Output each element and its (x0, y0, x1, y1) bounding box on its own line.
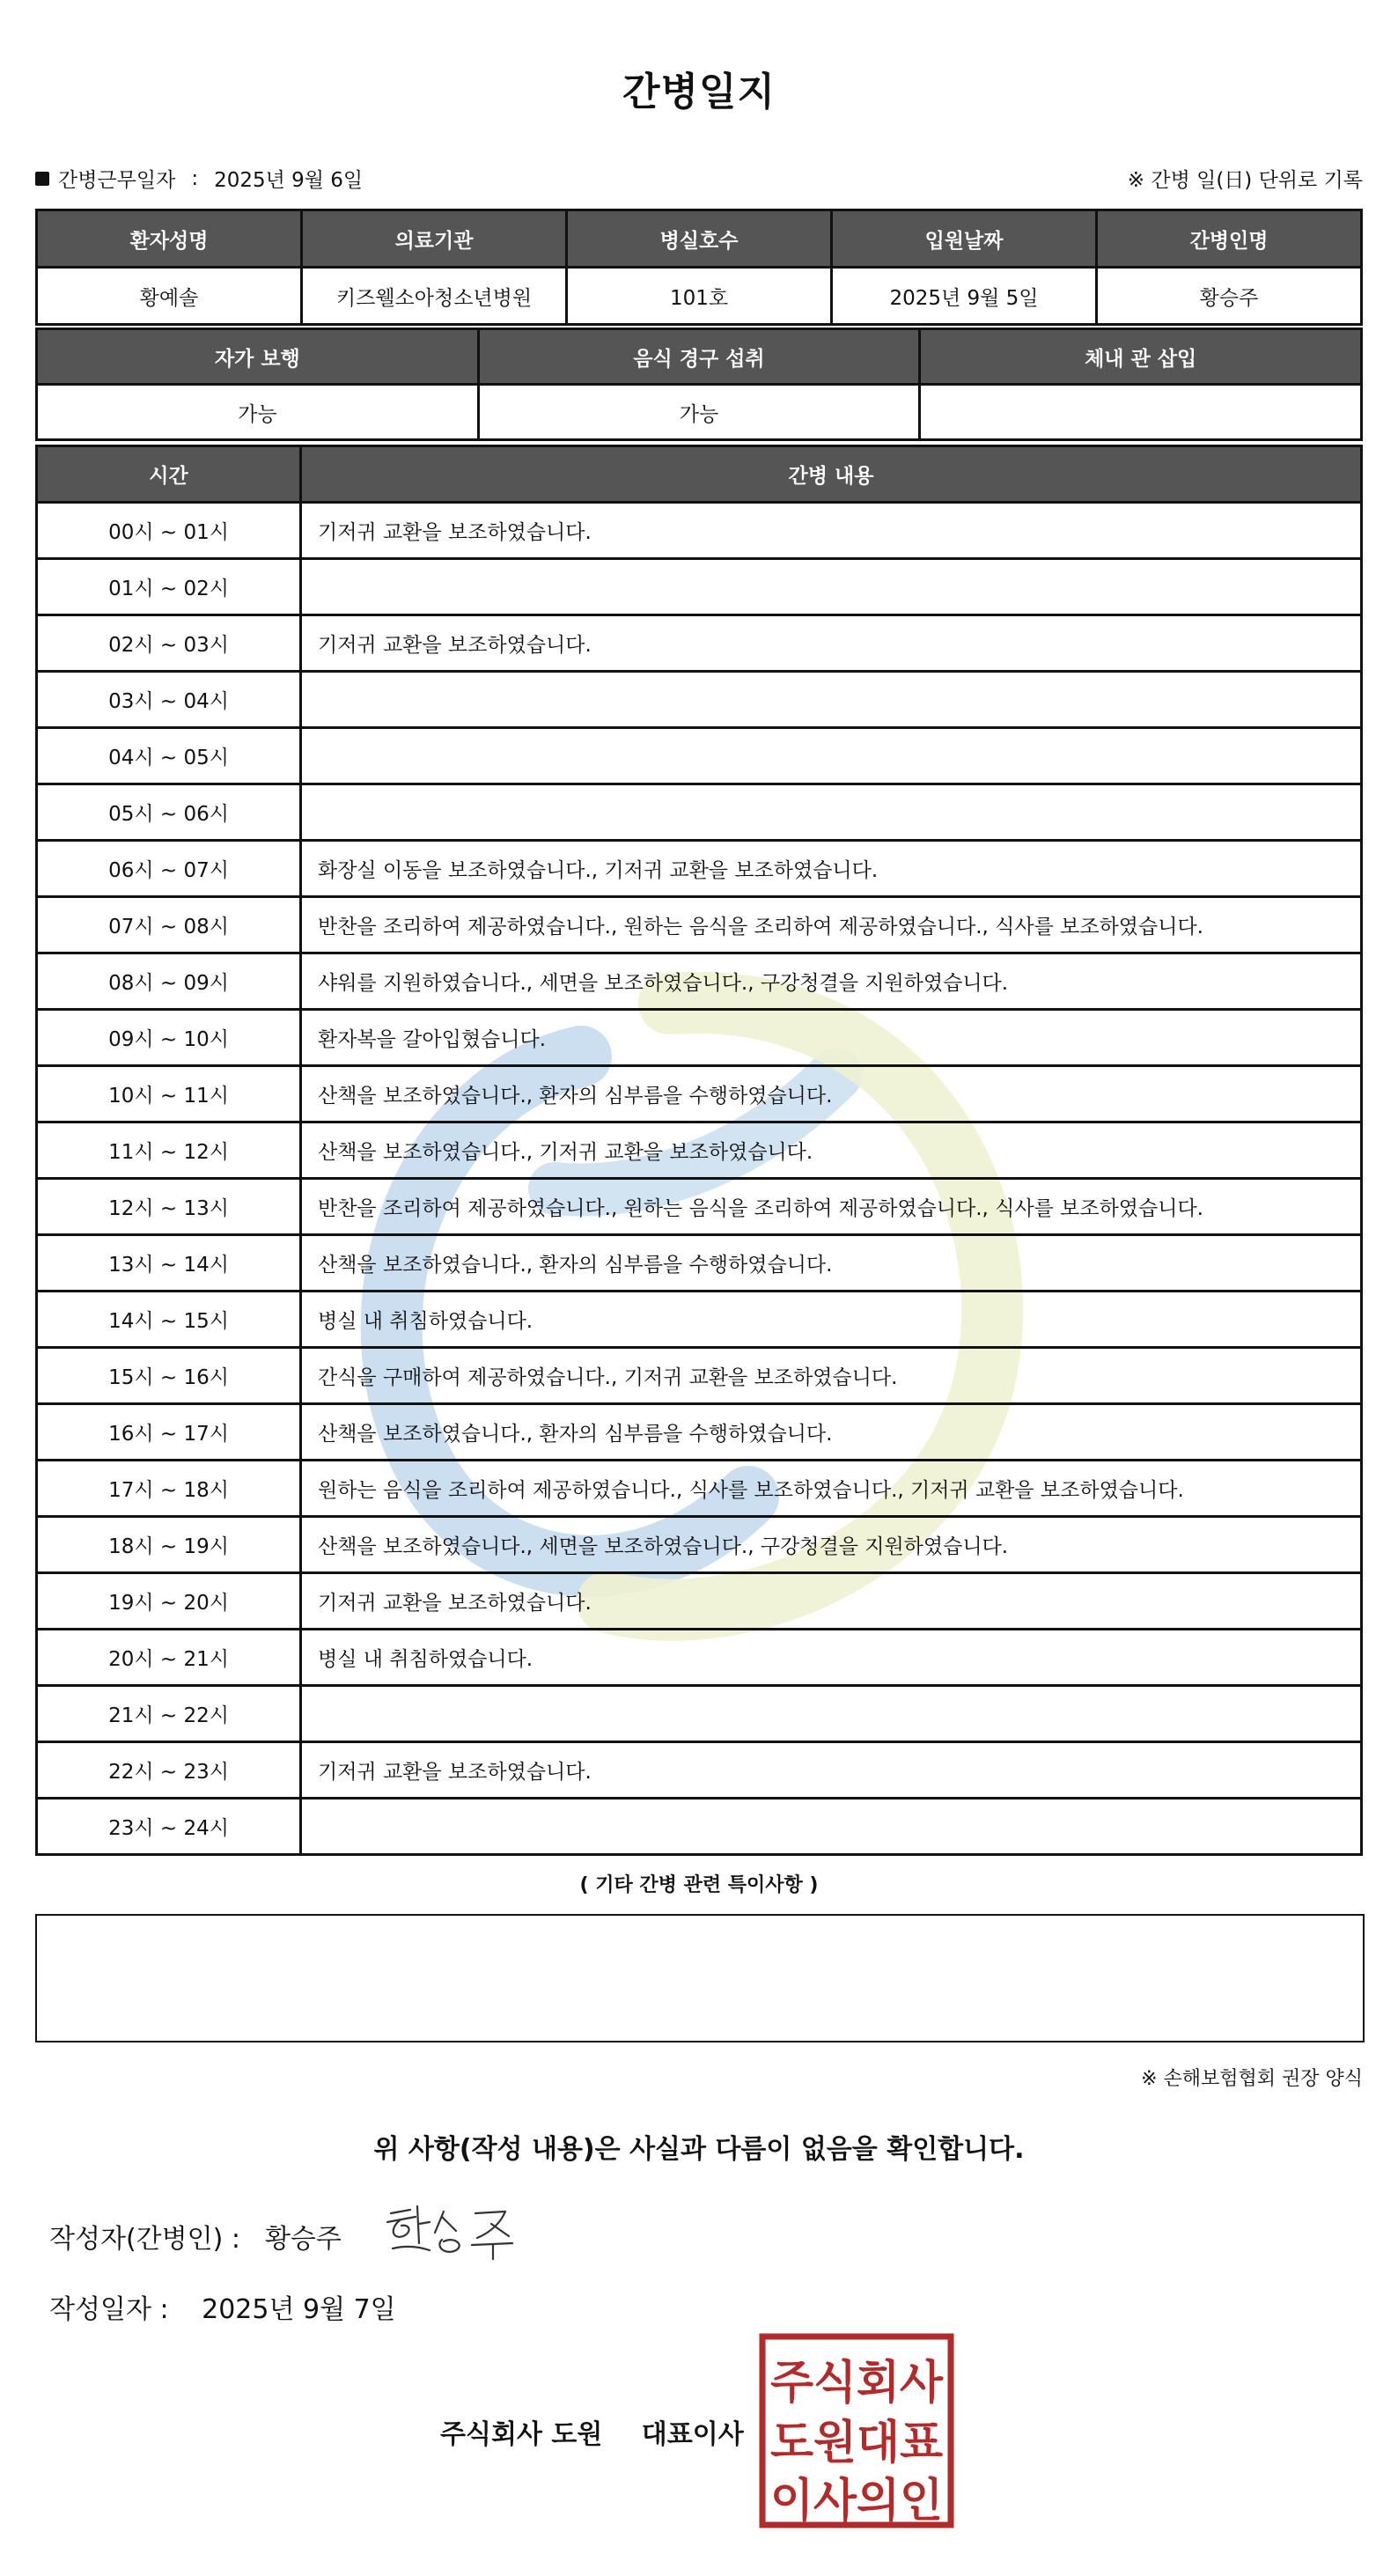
ability-header-walking: 자가 보행 (37, 329, 479, 385)
log-row (37, 1630, 1362, 1686)
log-row (37, 1742, 1362, 1799)
log-time: 20시 ~ 21시 (37, 1630, 301, 1686)
log-row (37, 1010, 1362, 1066)
log-content: 반찬을 조리하여 제공하였습니다., 원하는 음식을 조리하여 제공하였습니다., 식사를 보조하였습니다. (301, 897, 1362, 953)
confirmation-statement: 위 사항(작성 내용)은 사실과 다름이 없음을 확인합니다. (373, 2134, 1025, 2165)
log-row (37, 1686, 1362, 1742)
form-footnote: ※ 손해보험협회 권장 양식 (1141, 2068, 1363, 2090)
log-row (37, 672, 1362, 728)
writer-line (49, 2217, 342, 2256)
log-content: 병실 내 취침하였습니다. (301, 1292, 1362, 1348)
log-time: 01시 ~ 02시 (37, 559, 301, 615)
log-row (37, 841, 1362, 897)
info-header-hospital: 의료기관 (302, 210, 567, 268)
log-row (37, 1066, 1362, 1122)
log-time: 09시 ~ 10시 (37, 1010, 301, 1066)
info-header-admission-date: 입원날짜 (832, 210, 1097, 268)
log-content: 반찬을 조리하여 제공하였습니다., 원하는 음식을 조리하여 제공하였습니다., 식사를 보조하였습니다. (301, 1179, 1362, 1235)
log-time: 15시 ~ 16시 (37, 1348, 301, 1404)
log-row (37, 559, 1362, 615)
ability-header-tube: 체내 관 삽입 (920, 329, 1362, 385)
log-content: 산책을 보조하였습니다., 환자의 심부름을 수행하였습니다. (301, 1404, 1362, 1461)
log-row (37, 784, 1362, 841)
log-row (37, 1573, 1362, 1630)
ability-value-row (37, 385, 1362, 440)
patient-info-table (35, 209, 1363, 326)
company-line (440, 2412, 744, 2451)
log-content: 산책을 보조하였습니다., 세면을 보조하였습니다., 구강청결을 지원하였습니다. (301, 1517, 1362, 1573)
log-content (301, 559, 1362, 615)
log-time: 21시 ~ 22시 (37, 1686, 301, 1742)
info-header-patient-name: 환자성명 (37, 210, 302, 268)
log-row (37, 615, 1362, 672)
log-time: 14시 ~ 15시 (37, 1292, 301, 1348)
log-content (301, 784, 1362, 841)
info-value-row (37, 268, 1362, 325)
svg-text:주식회사: 주식회사 (770, 2357, 944, 2410)
handwritten-signature (380, 2194, 548, 2264)
log-content: 화장실 이동을 보조하였습니다., 기저귀 교환을 보조하였습니다. (301, 841, 1362, 897)
log-time: 18시 ~ 19시 (37, 1517, 301, 1573)
log-content: 기저귀 교환을 보조하였습니다. (301, 503, 1362, 559)
writer-label: 작성자(간병인) : (49, 2224, 240, 2255)
log-content: 환자복을 갈아입혔습니다. (301, 1010, 1362, 1066)
log-row (37, 1235, 1362, 1292)
log-content: 기저귀 교환을 보조하였습니다. (301, 1742, 1362, 1799)
log-row (37, 1404, 1362, 1461)
svg-text:도원대표: 도원대표 (770, 2417, 943, 2469)
info-header-room: 병실호수 (567, 210, 832, 268)
log-content: 산책을 보조하였습니다., 환자의 심부름을 수행하였습니다. (301, 1235, 1362, 1292)
log-time: 08시 ~ 09시 (37, 953, 301, 1010)
log-time: 04시 ~ 05시 (37, 728, 301, 784)
written-date-value: 2025년 9월 7일 (202, 2294, 396, 2325)
log-time: 12시 ~ 13시 (37, 1179, 301, 1235)
log-row (37, 1348, 1362, 1404)
log-row (37, 1122, 1362, 1179)
log-content: 병실 내 취침하였습니다. (301, 1630, 1362, 1686)
written-date (49, 2287, 396, 2326)
info-header-row (37, 210, 1362, 268)
log-time: 02시 ~ 03시 (37, 615, 301, 672)
log-content: 샤워를 지원하였습니다., 세면을 보조하였습니다., 구강청결을 지원하였습니다. (301, 953, 1362, 1010)
info-room: 101호 (567, 268, 832, 325)
log-time: 22시 ~ 23시 (37, 1742, 301, 1799)
log-row (37, 1292, 1362, 1348)
log-content: 산책을 보조하였습니다., 기저귀 교환을 보조하였습니다. (301, 1122, 1362, 1179)
writer-name: 황승주 (264, 2224, 342, 2255)
log-time: 03시 ~ 04시 (37, 672, 301, 728)
log-time: 06시 ~ 07시 (37, 841, 301, 897)
unit-note: ※ 간병 일(日) 단위로 기록 (1127, 169, 1363, 192)
log-time: 17시 ~ 18시 (37, 1461, 301, 1517)
info-admission-date: 2025년 9월 5일 (832, 268, 1097, 325)
notes-box (35, 1914, 1365, 2042)
log-time: 23시 ~ 24시 (37, 1799, 301, 1855)
log-time: 16시 ~ 17시 (37, 1404, 301, 1461)
work-date-value: 2025년 9월 6일 (214, 169, 364, 192)
log-time: 13시 ~ 14시 (37, 1235, 301, 1292)
square-bullet-icon (35, 172, 49, 186)
info-hospital: 키즈웰소아청소년병원 (302, 268, 567, 325)
log-time: 11시 ~ 12시 (37, 1122, 301, 1179)
log-row (37, 503, 1362, 559)
work-date (35, 164, 363, 193)
svg-text:이사의인: 이사의인 (770, 2475, 943, 2528)
log-row (37, 1799, 1362, 1855)
company-seal-stamp (757, 2331, 956, 2530)
ability-walking: 가능 (37, 385, 479, 440)
log-time: 10시 ~ 11시 (37, 1066, 301, 1122)
ability-header-row (37, 329, 1362, 385)
log-time: 07시 ~ 08시 (37, 897, 301, 953)
log-time: 00시 ~ 01시 (37, 503, 301, 559)
log-row (37, 1517, 1362, 1573)
care-log-table (35, 445, 1363, 1856)
log-header-time: 시간 (37, 446, 301, 503)
log-content (301, 672, 1362, 728)
log-content (301, 1799, 1362, 1855)
log-row (37, 897, 1362, 953)
patient-ability-table (35, 328, 1363, 441)
log-content: 기저귀 교환을 보조하였습니다. (301, 615, 1362, 672)
log-header-content: 간병 내용 (301, 446, 1362, 503)
work-date-label: 간병근무일자 (58, 169, 176, 192)
log-header-row (37, 446, 1362, 503)
ability-tube (920, 385, 1362, 440)
log-row (37, 1179, 1362, 1235)
info-header-caregiver: 간병인명 (1097, 210, 1362, 268)
log-content: 산책을 보조하였습니다., 환자의 심부름을 수행하였습니다. (301, 1066, 1362, 1122)
log-row (37, 953, 1362, 1010)
log-content (301, 728, 1362, 784)
log-row (37, 728, 1362, 784)
log-time: 05시 ~ 06시 (37, 784, 301, 841)
company-name: 주식회사 도원 (440, 2419, 603, 2450)
log-content: 원하는 음식을 조리하여 제공하였습니다., 식사를 보조하였습니다., 기저귀 교환을 보조하였습니다. (301, 1461, 1362, 1517)
log-content: 기저귀 교환을 보조하였습니다. (301, 1573, 1362, 1630)
log-time: 19시 ~ 20시 (37, 1573, 301, 1630)
ability-oral-intake: 가능 (478, 385, 920, 440)
log-row (37, 1461, 1362, 1517)
log-content (301, 1686, 1362, 1742)
notes-title: ( 기타 간병 관련 특이사항 ) (579, 1874, 819, 1896)
company-role: 대표이사 (641, 2419, 744, 2450)
ability-header-oral-intake: 음식 경구 섭취 (478, 329, 920, 385)
written-date-label: 작성일자 : (49, 2294, 169, 2325)
work-date-separator: : (191, 166, 199, 190)
document-title: 간병일지 (622, 70, 776, 114)
info-caregiver: 황승주 (1097, 268, 1362, 325)
info-patient-name: 황예솔 (37, 268, 302, 325)
log-content: 간식을 구매하여 제공하였습니다., 기저귀 교환을 보조하였습니다. (301, 1348, 1362, 1404)
